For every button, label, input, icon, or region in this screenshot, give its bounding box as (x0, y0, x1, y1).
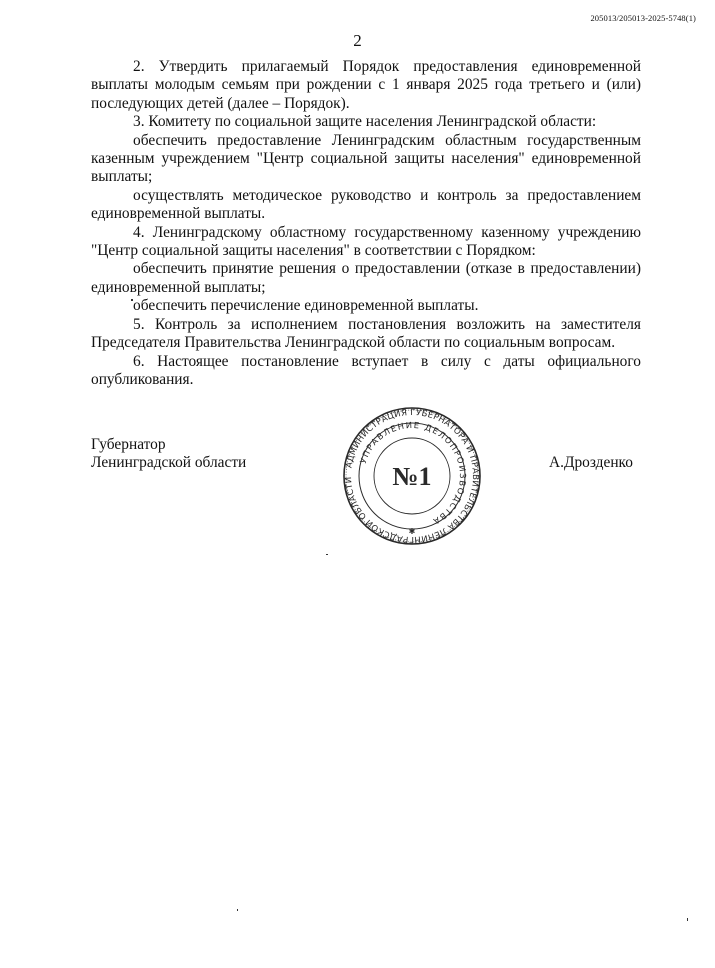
paragraph-4: 4. Ленинградскому областному государственному казенному учреждению "Центр социальной защиты населения" в соответствии с Порядком: (91, 223, 641, 260)
paragraph-3: 3. Комитету по социальной защите населения Ленинградской области: (133, 113, 597, 131)
star-icon: ✱ (408, 527, 416, 536)
paragraph-5: 5. Контроль за исполнением постановления возложить на заместителя Председателя Правительства Ленинградской области по социальным вопросам. (91, 315, 641, 352)
paragraph-4-item-1: обеспечить принятие решения о предоставлении (отказе в предоставлении) единовременной выплаты; (91, 260, 641, 296)
official-seal-stamp (342, 406, 482, 546)
seal-inner-text: УПРАВЛЕНИЕ ДЕЛОПРОИЗВОДСТВА (357, 419, 469, 528)
signatory-position-line-2: Ленинградской области (91, 454, 247, 472)
scan-speck (687, 918, 688, 921)
scan-speck (131, 299, 133, 301)
seal-number: №1 (392, 462, 432, 491)
page-number: 2 (353, 31, 362, 50)
document-body (91, 58, 641, 389)
signatory-position-line-1: Губернатор (91, 436, 166, 453)
scan-speck (326, 554, 328, 555)
paragraph-6: 6. Настоящее постановление вступает в силу с даты официального опубликования. (91, 352, 641, 388)
signatory-position (91, 436, 246, 473)
scan-speck (237, 909, 238, 911)
paragraph-3-item-1: обеспечить предоставление Ленинградским областным государственным казенным учреждением "Центр социальной защиты населения" единовременной выплаты; (91, 131, 641, 186)
seal-outer-text: АДМИНИСТРАЦИЯ ГУБЕРНАТОРА И ПРАВИТЕЛЬСТВА ЛЕНИНГРАДСКОЙ ОБЛАСТИ (343, 407, 481, 545)
signatory-name: А.Дрозденко (549, 454, 633, 471)
document-id: 205013/205013-2025-5748(1) (590, 13, 696, 23)
paragraph-2: 2. Утвердить прилагаемый Порядок предоставления единовременной выплаты молодым семьям при рождении с 1 января 2025 года третьего и (или) последующих детей (далее – Порядок). (91, 58, 641, 112)
paragraph-3-item-2: осуществлять методическое руководство и контроль за предоставлением единовременной выплаты. (91, 186, 641, 223)
paragraph-4-item-2: обеспечить перечисление единовременной выплаты. (133, 297, 479, 315)
